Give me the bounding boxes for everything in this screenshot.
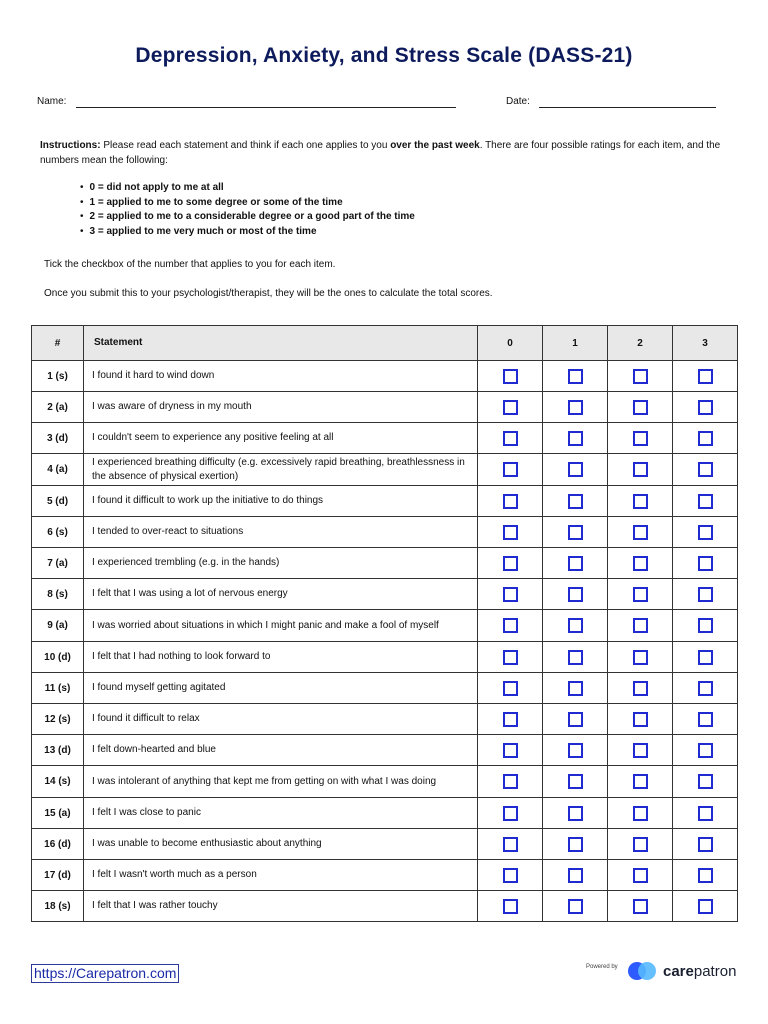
name-label: Name: <box>37 96 67 107</box>
carepatron-logo <box>628 960 736 982</box>
checkbox-2[interactable] <box>633 743 648 758</box>
table-row <box>32 517 738 548</box>
checkbox-3[interactable] <box>698 650 713 665</box>
table-row <box>32 891 738 922</box>
item-statement: I felt I was close to panic <box>84 798 478 829</box>
rating-item: • 1 = applied to me to some degree or some of the time <box>80 196 415 211</box>
rating-list <box>80 181 415 239</box>
checkbox-1[interactable] <box>568 774 583 789</box>
item-statement: I experienced breathing difficulty (e.g. excessively rapid breathing, breathlessness in the absence of physical exertion) <box>84 454 478 486</box>
checkbox-3[interactable] <box>698 494 713 509</box>
checkbox-1[interactable] <box>568 400 583 415</box>
checkbox-0[interactable] <box>503 837 518 852</box>
brand-patron: patron <box>693 962 737 980</box>
checkbox-3[interactable] <box>698 743 713 758</box>
item-statement: I was worried about situations in which I might panic and make a fool of myself <box>84 610 478 642</box>
item-number: 10 (d) <box>32 642 84 673</box>
checkbox-1[interactable] <box>568 462 583 477</box>
checkbox-1[interactable] <box>568 618 583 633</box>
checkbox-3[interactable] <box>698 806 713 821</box>
item-statement: I found myself getting agitated <box>84 673 478 704</box>
header-option-1: 1 <box>543 326 608 361</box>
checkbox-2[interactable] <box>633 868 648 883</box>
checkbox-3[interactable] <box>698 712 713 727</box>
rating-item: • 3 = applied to me very much or most of the time <box>80 225 415 240</box>
checkbox-1[interactable] <box>568 868 583 883</box>
instructions-label: Instructions: <box>40 140 101 151</box>
table-row <box>32 610 738 642</box>
item-statement: I was unable to become enthusiastic about anything <box>84 829 478 860</box>
item-statement: I found it difficult to work up the initiative to do things <box>84 486 478 517</box>
table-row <box>32 579 738 610</box>
table-row <box>32 829 738 860</box>
document-title: Depression, Anxiety, and Stress Scale (DASS-21) <box>135 44 633 67</box>
checkbox-2[interactable] <box>633 806 648 821</box>
item-number: 14 (s) <box>32 766 84 798</box>
item-statement: I felt that I was using a lot of nervous energy <box>84 579 478 610</box>
table-row <box>32 548 738 579</box>
item-number: 5 (d) <box>32 486 84 517</box>
checkbox-0[interactable] <box>503 806 518 821</box>
checkbox-0[interactable] <box>503 712 518 727</box>
date-field[interactable] <box>539 107 716 108</box>
rating-item: • 0 = did not apply to me at all <box>80 181 415 196</box>
checkbox-2[interactable] <box>633 494 648 509</box>
checkbox-0[interactable] <box>503 400 518 415</box>
header-option-3: 3 <box>673 326 738 361</box>
item-statement: I felt I wasn't worth much as a person <box>84 860 478 891</box>
checkbox-3[interactable] <box>698 462 713 477</box>
date-label: Date: <box>506 96 530 107</box>
item-number: 1 (s) <box>32 361 84 392</box>
carepatron-link[interactable]: https://Carepatron.com <box>31 964 179 983</box>
submit-note: Once you submit this to your psychologist/therapist, they will be the ones to calculate the total scores. <box>44 288 493 299</box>
checkbox-1[interactable] <box>568 743 583 758</box>
item-statement: I felt that I had nothing to look forward to <box>84 642 478 673</box>
item-number: 8 (s) <box>32 579 84 610</box>
item-statement: I felt that I was rather touchy <box>84 891 478 922</box>
header-number: # <box>32 326 84 361</box>
table-header-row <box>32 326 738 361</box>
header-option-2: 2 <box>608 326 673 361</box>
dass-table <box>31 325 738 922</box>
item-number: 7 (a) <box>32 548 84 579</box>
table-row <box>32 704 738 735</box>
item-number: 6 (s) <box>32 517 84 548</box>
table-row <box>32 361 738 392</box>
item-statement: I was intolerant of anything that kept me from getting on with what I was doing <box>84 766 478 798</box>
item-statement: I was aware of dryness in my mouth <box>84 392 478 423</box>
checkbox-3[interactable] <box>698 556 713 571</box>
checkbox-2[interactable] <box>633 774 648 789</box>
instructions <box>40 138 730 168</box>
item-number: 11 (s) <box>32 673 84 704</box>
table-row <box>32 392 738 423</box>
tick-note: Tick the checkbox of the number that applies to you for each item. <box>44 259 336 270</box>
header-option-0: 0 <box>478 326 543 361</box>
checkbox-1[interactable] <box>568 556 583 571</box>
checkbox-1[interactable] <box>568 806 583 821</box>
table-row <box>32 798 738 829</box>
carepatron-logo-icon <box>628 960 660 982</box>
name-field[interactable] <box>76 107 456 108</box>
instructions-emphasis: over the past week <box>390 140 480 151</box>
checkbox-1[interactable] <box>568 431 583 446</box>
checkbox-3[interactable] <box>698 369 713 384</box>
item-statement: I experienced trembling (e.g. in the hands) <box>84 548 478 579</box>
item-number: 16 (d) <box>32 829 84 860</box>
checkbox-2[interactable] <box>633 400 648 415</box>
table-row <box>32 454 738 486</box>
brand-care: care <box>663 962 694 980</box>
table-row <box>32 735 738 766</box>
checkbox-0[interactable] <box>503 431 518 446</box>
checkbox-2[interactable] <box>633 618 648 633</box>
item-number: 9 (a) <box>32 610 84 642</box>
checkbox-0[interactable] <box>503 462 518 477</box>
header-statement: Statement <box>84 326 478 361</box>
checkbox-2[interactable] <box>633 712 648 727</box>
checkbox-0[interactable] <box>503 650 518 665</box>
checkbox-0[interactable] <box>503 774 518 789</box>
carepatron-wordmark <box>663 963 736 980</box>
checkbox-0[interactable] <box>503 681 518 696</box>
checkbox-2[interactable] <box>633 837 648 852</box>
table-row <box>32 860 738 891</box>
table-row <box>32 423 738 454</box>
item-statement: I found it hard to wind down <box>84 361 478 392</box>
checkbox-3[interactable] <box>698 681 713 696</box>
checkbox-1[interactable] <box>568 681 583 696</box>
item-statement: I found it difficult to relax <box>84 704 478 735</box>
checkbox-3[interactable] <box>698 837 713 852</box>
item-number: 15 (a) <box>32 798 84 829</box>
instructions-text-b: . There are four possible ratings for each item, and the numbers mean the following: <box>40 140 721 166</box>
checkbox-2[interactable] <box>633 431 648 446</box>
checkbox-1[interactable] <box>568 369 583 384</box>
checkbox-2[interactable] <box>633 681 648 696</box>
checkbox-1[interactable] <box>568 712 583 727</box>
item-number: 18 (s) <box>32 891 84 922</box>
checkbox-3[interactable] <box>698 400 713 415</box>
checkbox-2[interactable] <box>633 525 648 540</box>
checkbox-0[interactable] <box>503 618 518 633</box>
checkbox-3[interactable] <box>698 587 713 602</box>
checkbox-2[interactable] <box>633 587 648 602</box>
checkbox-3[interactable] <box>698 868 713 883</box>
checkbox-0[interactable] <box>503 494 518 509</box>
checkbox-1[interactable] <box>568 494 583 509</box>
item-statement: I couldn't seem to experience any positive feeling at all <box>84 423 478 454</box>
checkbox-3[interactable] <box>698 774 713 789</box>
checkbox-3[interactable] <box>698 618 713 633</box>
checkbox-1[interactable] <box>568 837 583 852</box>
checkbox-1[interactable] <box>568 899 583 914</box>
checkbox-0[interactable] <box>503 899 518 914</box>
rating-item: • 2 = applied to me to a considerable degree or a good part of the time <box>80 210 415 225</box>
checkbox-0[interactable] <box>503 587 518 602</box>
checkbox-2[interactable] <box>633 899 648 914</box>
checkbox-2[interactable] <box>633 462 648 477</box>
checkbox-0[interactable] <box>503 556 518 571</box>
checkbox-2[interactable] <box>633 556 648 571</box>
checkbox-3[interactable] <box>698 525 713 540</box>
item-number: 13 (d) <box>32 735 84 766</box>
checkbox-0[interactable] <box>503 868 518 883</box>
checkbox-3[interactable] <box>698 431 713 446</box>
item-number: 17 (d) <box>32 860 84 891</box>
checkbox-1[interactable] <box>568 587 583 602</box>
checkbox-0[interactable] <box>503 525 518 540</box>
instructions-text-a: Please read each statement and think if each one applies to you <box>100 140 391 151</box>
checkbox-0[interactable] <box>503 369 518 384</box>
item-statement: I tended to over-react to situations <box>84 517 478 548</box>
checkbox-2[interactable] <box>633 369 648 384</box>
item-statement: I felt down-hearted and blue <box>84 735 478 766</box>
item-number: 2 (a) <box>32 392 84 423</box>
checkbox-2[interactable] <box>633 650 648 665</box>
checkbox-1[interactable] <box>568 650 583 665</box>
item-number: 3 (d) <box>32 423 84 454</box>
table-row <box>32 673 738 704</box>
checkbox-0[interactable] <box>503 743 518 758</box>
checkbox-1[interactable] <box>568 525 583 540</box>
checkbox-3[interactable] <box>698 899 713 914</box>
table-row <box>32 642 738 673</box>
item-number: 4 (a) <box>32 454 84 486</box>
table-row <box>32 766 738 798</box>
table-row <box>32 486 738 517</box>
powered-by-label: Powered by <box>586 964 618 970</box>
item-number: 12 (s) <box>32 704 84 735</box>
